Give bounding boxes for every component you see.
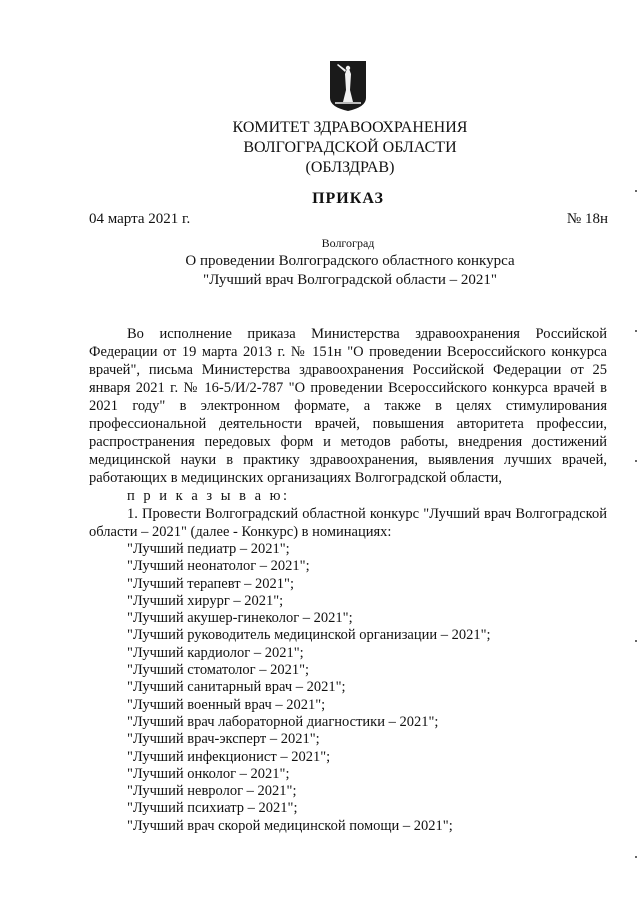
nomination-item: "Лучший врач скорой медицинской помощи – 2021";: [127, 817, 453, 834]
nomination-item: "Лучший невролог – 2021";: [127, 783, 297, 800]
nomination-item: "Лучший педиатр – 2021";: [127, 541, 290, 557]
nomination-item: "Лучший санитарный врач – 2021";: [127, 679, 346, 696]
issuer-line-3: (ОБЛЗДРАВ): [305, 159, 395, 176]
nomination-item: "Лучший инфекционист – 2021";: [127, 748, 331, 765]
order-city: Волгоград: [321, 236, 375, 250]
order-title: ПРИКАЗ: [312, 190, 384, 207]
scan-speck: [635, 856, 637, 858]
scan-speck: [635, 330, 637, 332]
nomination-item: "Лучший кардиолог – 2021";: [127, 644, 304, 661]
nomination-item: "Лучший онколог – 2021";: [127, 765, 290, 782]
nomination-item: "Лучший руководитель медицинской организации – 2021";: [127, 627, 491, 644]
issuer-header: [150, 118, 550, 178]
order-date: 04 марта 2021 г.: [89, 211, 191, 227]
document-body: [89, 325, 607, 835]
volgograd-emblem-icon: [329, 60, 367, 112]
nomination-item: "Лучший неонатолог – 2021";: [127, 558, 310, 575]
preamble-paragraph: Во исполнение приказа Министерства здравоохранения Российской Федерации от 19 марта 2013 г. № 151н "О проведении Всероссийского конкурса врачей", письма Министерства здравоохранения Российской Федерации от 25 января 2021 г. № 16-5/И/2-787 "О проведении Всероссийского конкурса врачей в 2021 году" в электронном формате, а также в целях стимулирования профессиональной деятельности врачей, повышения авторитета профессии, распространения передовых форм и методов работы, внедрения достижений медицинской науки в практику здравоохранения, выявления лучших врачей, работающих в медицинских организациях Волгоградской области,: [89, 326, 607, 486]
order-number: № 18н: [566, 211, 608, 227]
nomination-list: [89, 541, 607, 835]
scan-speck: [635, 460, 637, 462]
nomination-item: "Лучший военный врач – 2021";: [127, 696, 326, 713]
nomination-item: "Лучший хирург – 2021";: [127, 592, 284, 609]
subject-line-2: "Лучший врач Волгоградской области – 2021": [203, 272, 497, 288]
order-word: п р и к а з ы в а ю:: [127, 488, 290, 504]
nomination-item: "Лучший акушер-гинеколог – 2021";: [127, 610, 353, 627]
nomination-item: "Лучший врач-эксперт – 2021";: [127, 731, 320, 748]
subject-line-1: О проведении Волгоградского областного конкурса: [185, 253, 515, 269]
nomination-item: "Лучший врач лабораторной диагностики – 2021";: [127, 713, 439, 730]
scan-speck: [635, 640, 637, 642]
nomination-item: "Лучший психиатр – 2021";: [127, 800, 298, 817]
nomination-item: "Лучший терапевт – 2021";: [127, 575, 294, 592]
scan-speck: [635, 190, 637, 192]
item-1-paragraph: 1. Провести Волгоградский областной конкурс "Лучший врач Волгоградской области – 2021" (далее - Конкурс) в номинациях:: [89, 506, 607, 540]
order-subject: [150, 252, 550, 290]
nomination-item: "Лучший стоматолог – 2021";: [127, 662, 310, 679]
issuer-line-2: ВОЛГОГРАДСКОЙ ОБЛАСТИ: [243, 139, 457, 156]
issuer-line-1: КОМИТЕТ ЗДРАВООХРАНЕНИЯ: [232, 119, 468, 136]
